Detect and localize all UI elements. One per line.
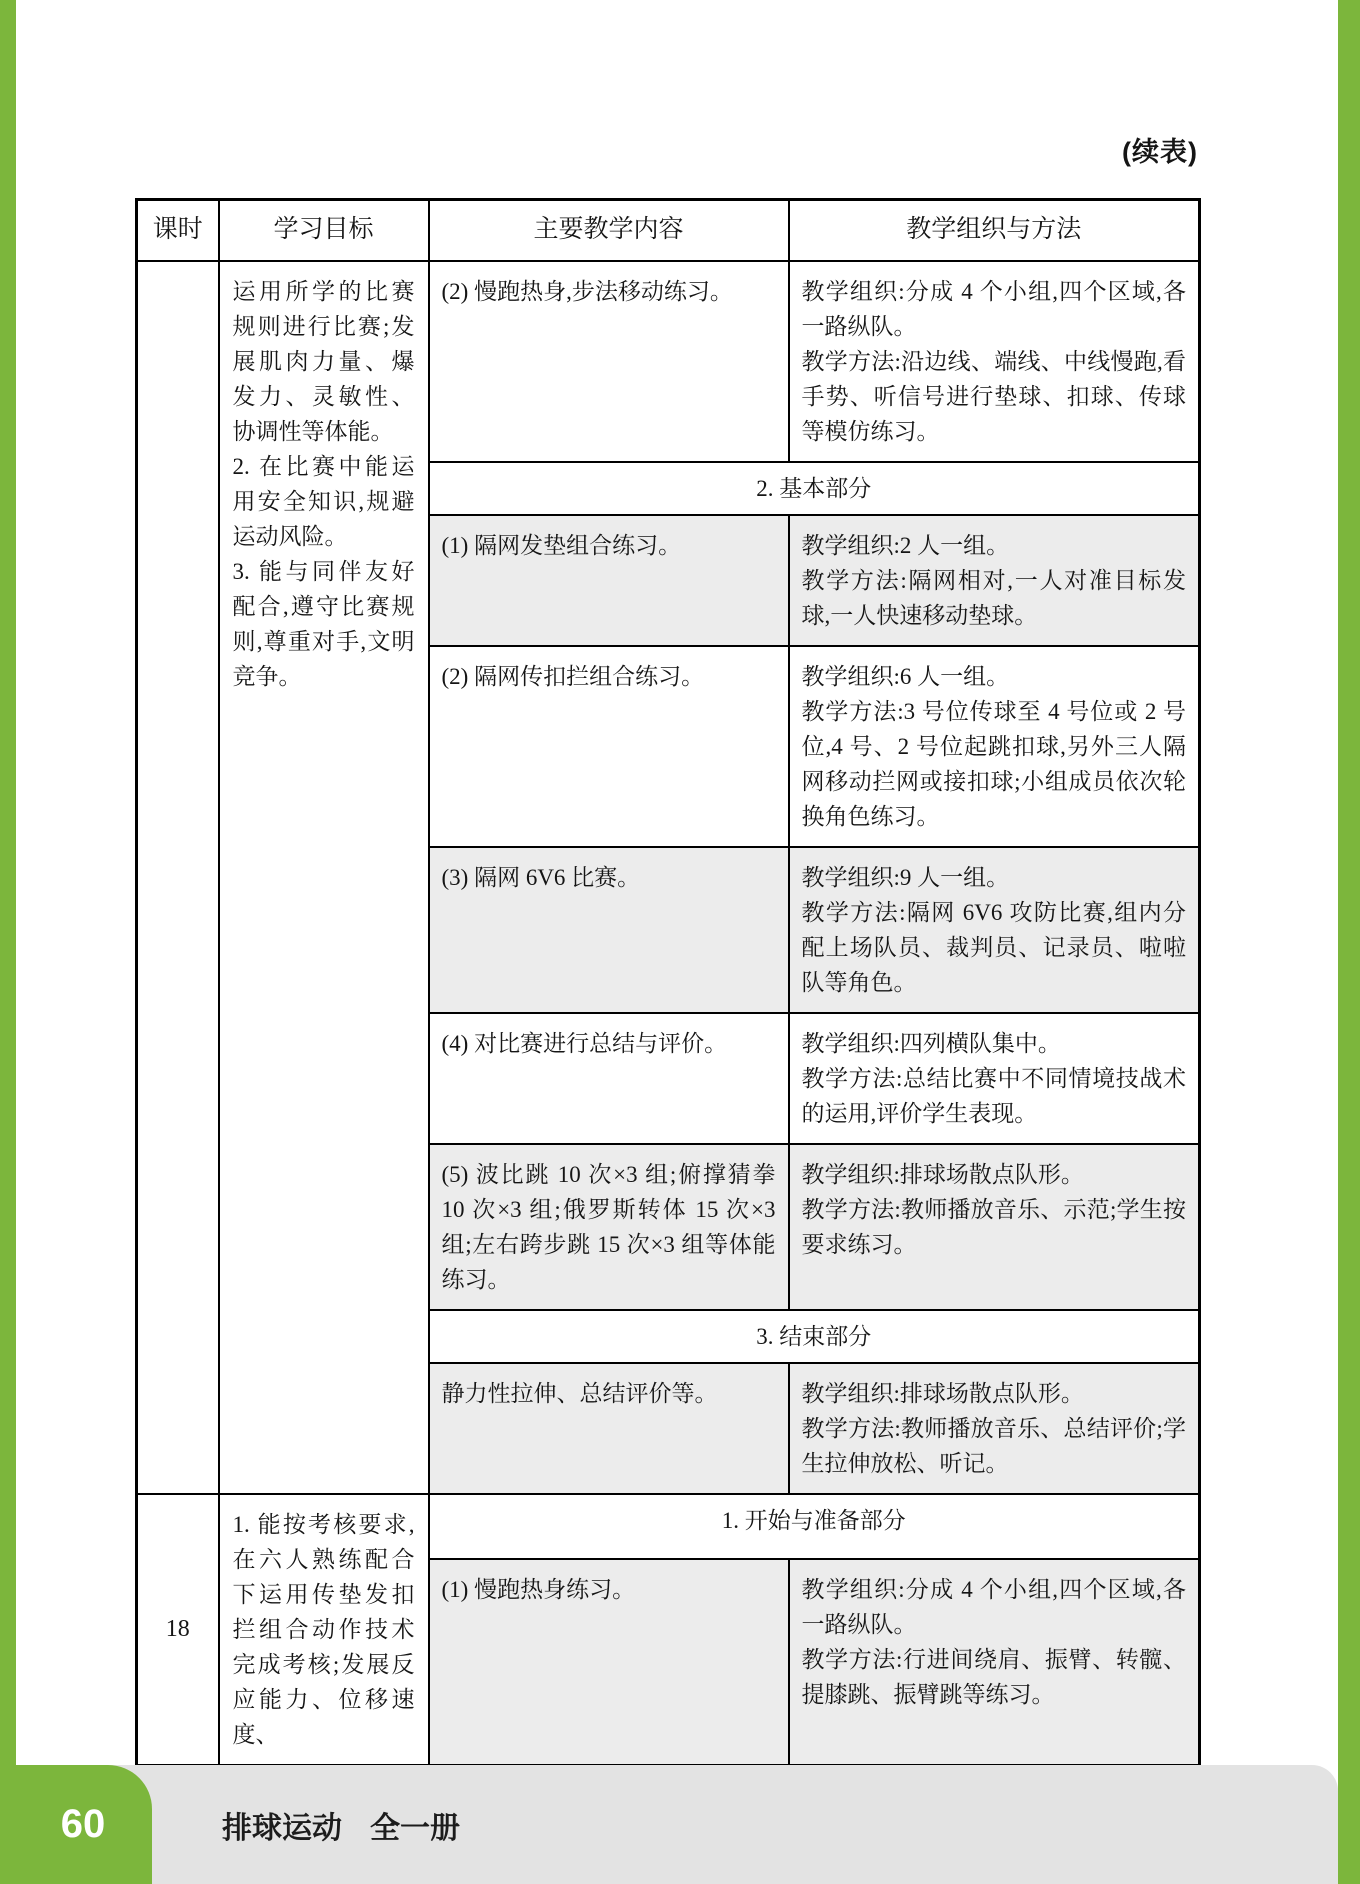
continued-table-label: (续表) (1122, 137, 1198, 167)
method-line: 教学方法:隔网 6V6 攻防比赛,组内分配上场队员、裁判员、记录员、啦啦队等角色。 (801, 899, 1186, 995)
lesson-number-cell: 18 (137, 1494, 219, 1766)
book-title-volume: 全一册 (370, 1811, 460, 1845)
lesson-plan-table-wrap (135, 198, 1198, 1767)
method-cell (789, 261, 1200, 462)
table-row (137, 261, 1200, 462)
header-row (137, 200, 1200, 261)
objective-paragraph: 运用所学的比赛规则进行比赛;发展肌肉力量、爆发力、灵敏性、协调性等体能。 (232, 278, 415, 444)
content-cell: (2) 隔网传扣拦组合练习。 (429, 646, 789, 847)
content-cell: (5) 波比跳 10 次×3 组;俯撑猜拳 10 次×3 组;俄罗斯转体 15 次×3 组;左右跨步跳 15 次×3 组等体能练习。 (429, 1144, 789, 1310)
method-line: 教学方法:总结比赛中不同情境技战术的运用,评价学生表现。 (801, 1065, 1186, 1126)
footer-band (0, 1765, 1338, 1884)
org-line: 教学组织:分成 4 个小组,四个区域,各一路纵队。 (801, 278, 1186, 339)
header-cell-lesson: 课时 (137, 200, 219, 261)
method-line: 教学方法:教师播放音乐、示范;学生按要求练习。 (801, 1196, 1186, 1257)
objective-paragraph: 3. 能与同伴友好配合,遵守比赛规则,尊重对手,文明竞争。 (232, 558, 415, 689)
org-line: 教学组织:6 人一组。 (801, 663, 1010, 689)
right-edge-bar (1338, 0, 1360, 1884)
content-cell: (1) 慢跑热身练习。 (429, 1559, 789, 1765)
method-cell (789, 1144, 1200, 1310)
page-number: 60 (60, 1802, 106, 1846)
header-cell-methods: 教学组织与方法 (789, 200, 1200, 261)
content-cell: (2) 慢跑热身,步法移动练习。 (429, 261, 789, 462)
content-cell: 静力性拉伸、总结评价等。 (429, 1363, 789, 1494)
method-cell (789, 515, 1200, 646)
objectives-cell (219, 1494, 429, 1766)
method-line: 教学方法:沿边线、端线、中线慢跑,看手势、听信号进行垫球、扣球、传球等模仿练习。 (801, 348, 1186, 444)
method-cell (789, 646, 1200, 847)
page-number-badge (0, 1765, 152, 1884)
org-line: 教学组织:分成 4 个小组,四个区域,各一路纵队。 (801, 1577, 1186, 1638)
table-row (137, 1494, 1200, 1560)
org-line: 教学组织:2 人一组。 (801, 532, 1010, 558)
content-cell: (1) 隔网发垫组合练习。 (429, 515, 789, 646)
section-label: 3. 结束部分 (429, 1310, 1200, 1363)
section-label: 2. 基本部分 (429, 462, 1200, 515)
content-cell: (4) 对比赛进行总结与评价。 (429, 1013, 789, 1144)
lesson-number-cell (137, 261, 219, 1494)
header-cell-objectives: 学习目标 (219, 200, 429, 261)
method-line: 教学方法:隔网相对,一人对准目标发球,一人快速移动垫球。 (801, 567, 1186, 628)
method-cell (789, 1559, 1200, 1765)
method-line: 教学方法:教师播放音乐、总结评价;学生拉伸放松、听记。 (801, 1415, 1186, 1476)
content-cell: (3) 隔网 6V6 比赛。 (429, 847, 789, 1013)
org-line: 教学组织:排球场散点队形。 (801, 1380, 1084, 1406)
book-title-name: 排球运动 (222, 1811, 342, 1845)
method-cell (789, 847, 1200, 1013)
objective-paragraph: 2. 在比赛中能运用安全知识,规避运动风险。 (232, 453, 415, 549)
org-line: 教学组织:四列横队集中。 (801, 1030, 1061, 1056)
lesson-plan-table (135, 198, 1201, 1767)
book-title (222, 1765, 460, 1884)
header-cell-content: 主要教学内容 (429, 200, 789, 261)
org-line: 教学组织:排球场散点队形。 (801, 1161, 1084, 1187)
method-line: 教学方法:3 号位传球至 4 号位或 2 号位,4 号、2 号位起跳扣球,另外三人隔网移动拦网或接扣球;小组成员依次轮换角色练习。 (801, 698, 1186, 829)
objective-paragraph: 1. 能按考核要求,在六人熟练配合下运用传垫发扣拦组合动作技术完成考核;发展反应能力、位移速度、 (232, 1511, 415, 1747)
section-label: 1. 开始与准备部分 (429, 1494, 1200, 1560)
org-line: 教学组织:9 人一组。 (801, 864, 1010, 890)
method-line: 教学方法:行进间绕肩、振臂、转髋、提膝跳、振臂跳等练习。 (801, 1647, 1186, 1708)
objectives-cell (219, 261, 429, 1494)
left-edge-bar (0, 0, 16, 1884)
method-cell (789, 1363, 1200, 1494)
method-cell (789, 1013, 1200, 1144)
